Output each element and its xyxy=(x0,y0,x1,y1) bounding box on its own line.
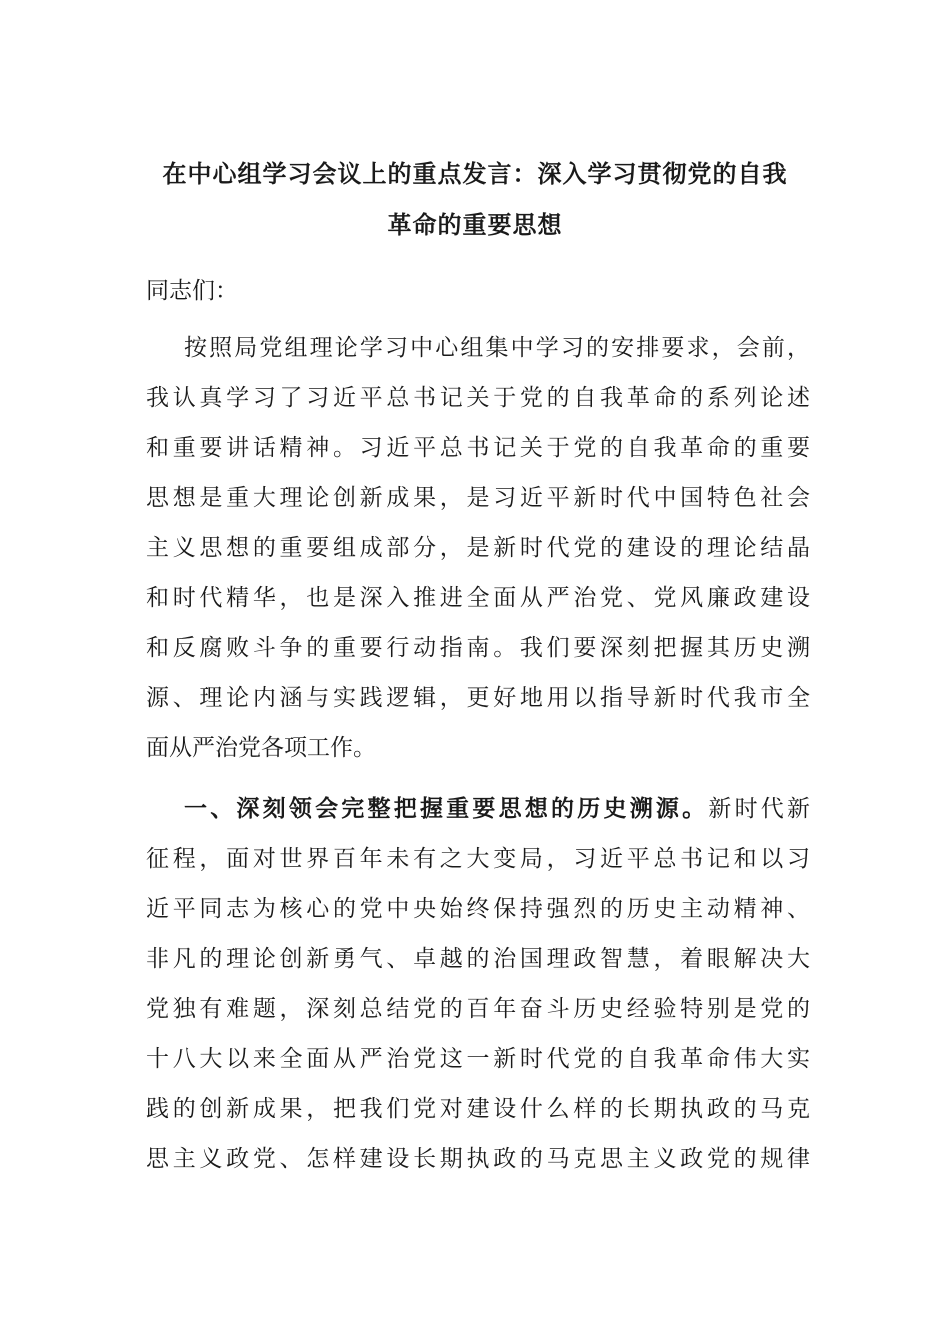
paragraph-1-line: 源、理论内涵与实践逻辑，更好地用以指导新时代我市全 xyxy=(146,685,810,711)
section-1-line: 非凡的理论创新勇气、卓越的治国理政智慧，着眼解决大 xyxy=(146,946,810,972)
document-title-line-1: 在中心组学习会议上的重点发言：深入学习贯彻党的自我 xyxy=(162,160,788,188)
section-1-line: 党独有难题，深刻总结党的百年奋斗历史经验特别是党的 xyxy=(146,996,810,1022)
paragraph-1-line: 思想是重大理论创新成果，是习近平新时代中国特色社会 xyxy=(146,485,810,511)
salutation: 同志们： xyxy=(146,278,238,304)
paragraph-1-line: 按照局党组理论学习中心组集中学习的安排要求，会前， xyxy=(184,335,810,361)
paragraph-1-line: 和反腐败斗争的重要行动指南。我们要深刻把握其历史溯 xyxy=(146,635,810,661)
section-1-line: 践的创新成果，把我们党对建设什么样的长期执政的马克 xyxy=(146,1096,810,1122)
document-title-line-2: 革命的重要思想 xyxy=(387,211,563,239)
paragraph-1-line: 和重要讲话精神。习近平总书记关于党的自我革命的重要 xyxy=(146,435,810,461)
paragraph-1-line: 面从严治党各项工作。 xyxy=(146,735,376,761)
section-1-line: 近平同志为核心的党中央始终保持强烈的历史主动精神、 xyxy=(146,896,810,922)
section-1-line: 十八大以来全面从严治党这一新时代党的自我革命伟大实 xyxy=(146,1046,810,1072)
section-1-heading: 一、深刻领会完整把握重要思想的历史溯源。 xyxy=(184,796,709,822)
section-1-first-line-rest: 新时代新 xyxy=(708,796,811,822)
section-1-line: 征程，面对世界百年未有之大变局，习近平总书记和以习 xyxy=(146,846,810,872)
paragraph-1-line: 我认真学习了习近平总书记关于党的自我革命的系列论述 xyxy=(146,385,810,411)
paragraph-1-line: 主义思想的重要组成部分，是新时代党的建设的理论结晶 xyxy=(146,535,810,561)
section-1-first-line xyxy=(184,795,810,823)
section-1-line: 思主义政党、怎样建设长期执政的马克思主义政党的规律 xyxy=(146,1146,810,1172)
paragraph-1-line: 和时代精华，也是深入推进全面从严治党、党风廉政建设 xyxy=(146,585,810,611)
